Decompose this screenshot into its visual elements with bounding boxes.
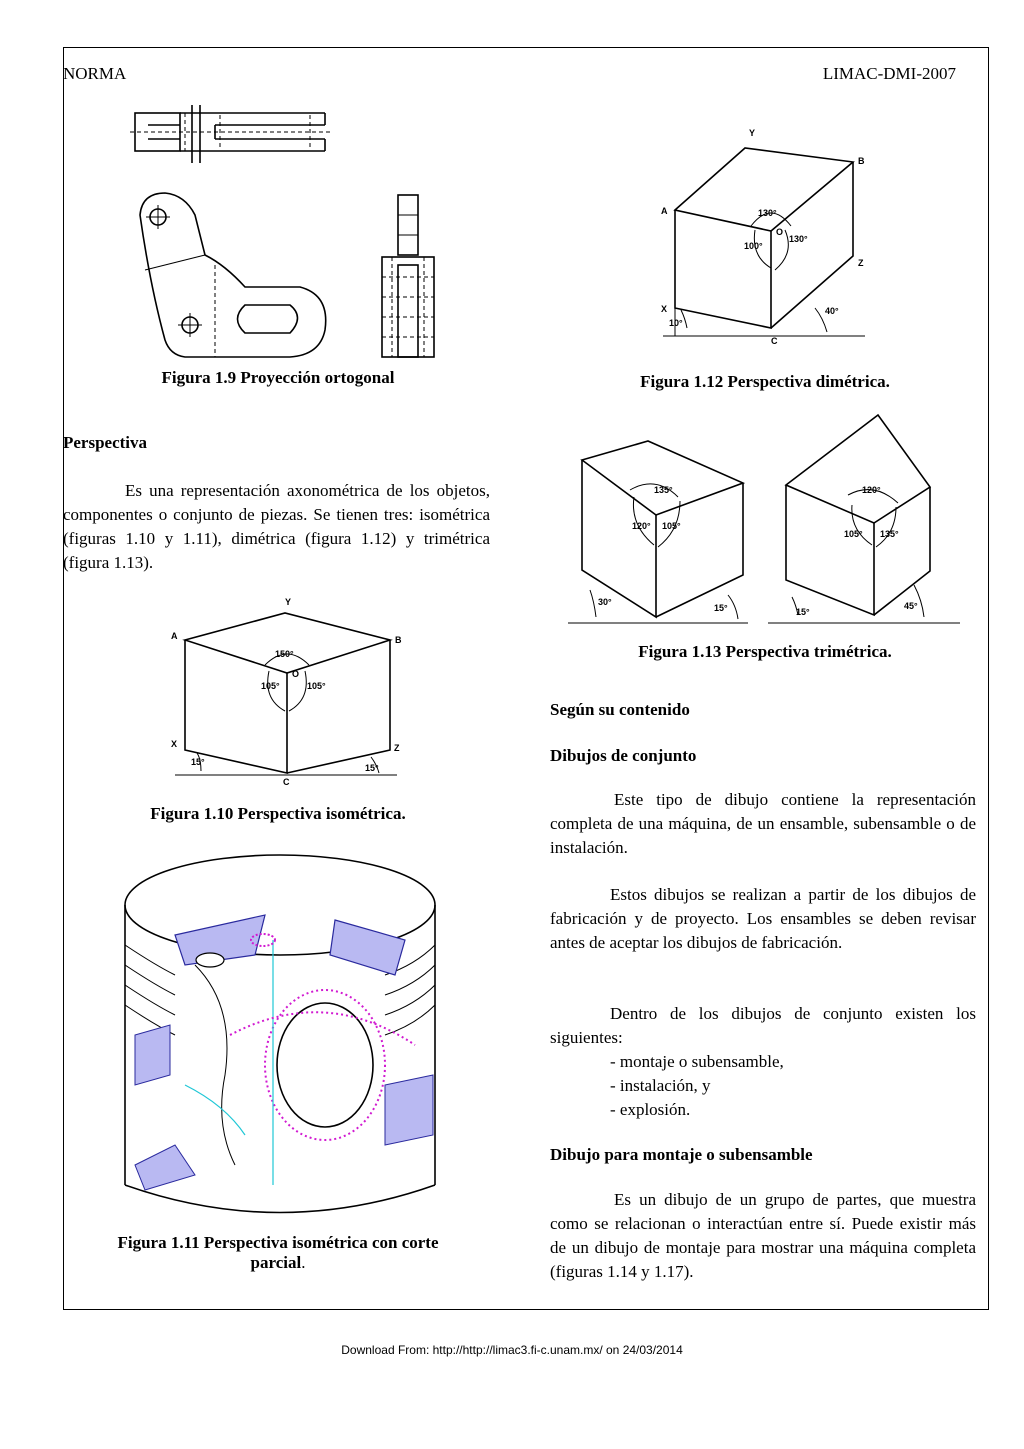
- heading-dibujos-conjunto: Dibujos de conjunto: [550, 746, 697, 765]
- paragraph-montaje: Es un dibujo de un grupo de partes, que muestra como se relacionan o interactúan entre sí. Puede existir más de un dibujo de montaje para mostrar una máquina completa (figuras 1.14 y 1.17).: [550, 1190, 976, 1281]
- figure-1-11-caption-line1: Figura 1.11 Perspectiva isométrica con corte: [117, 1233, 439, 1252]
- dim-label-o: O: [776, 227, 784, 237]
- iso-label-c: C: [283, 777, 290, 787]
- header-right: LIMAC-DMI-2007: [822, 64, 956, 83]
- paragraph-conjunto-3: Dentro de los dibujos de conjunto existen los siguientes:: [550, 1004, 976, 1047]
- dim-label-c: C: [771, 336, 778, 346]
- tri1-angle-top: 135°: [654, 485, 673, 495]
- isometric-cube-drawing: [165, 595, 405, 790]
- trimetric-cubes-drawing: [568, 405, 963, 630]
- orthographic-drawing: [130, 105, 450, 365]
- dim-label-x: X: [661, 304, 668, 314]
- iso-angle-left: 105°: [261, 681, 280, 691]
- download-footer: Download From: http://http://limac3.fi-c.unam.mx/ on 24/03/2014: [341, 1343, 683, 1357]
- dim-label-y: Y: [749, 128, 756, 138]
- iso-label-o: O: [292, 669, 300, 679]
- figure-1-13-caption: Figura 1.13 Perspectiva trimétrica.: [638, 642, 892, 661]
- paragraph-conjunto-2: Estos dibujos se realizan a partir de los dibujos de fabricación y de proyecto. Los ensambles se deben revisar antes de aceptar los dibujos de fabricación.: [550, 885, 976, 952]
- iso-base-right: 15°: [365, 763, 379, 773]
- piston-cutaway-drawing: [115, 845, 445, 1225]
- tri1-angle-left: 120°: [632, 521, 651, 531]
- dimetric-cube-drawing: [655, 128, 880, 348]
- figure-1-12-caption: Figura 1.12 Perspectiva dimétrica.: [640, 372, 890, 391]
- dim-label-a: A: [661, 206, 668, 216]
- dim-angle-right: 130°: [789, 234, 808, 244]
- heading-segun-contenido: Según su contenido: [550, 700, 690, 719]
- tri2-angle-top: 120°: [862, 485, 881, 495]
- dim-label-z: Z: [858, 258, 864, 268]
- paragraph-perspectiva: Es una representación axonométrica de los objetos, componentes o conjunto de piezas. Se tienen tres: isométrica (figuras 1.10 y 1.11), dimétrica (figura 1.12) y trimétrica (figura 1.13).: [63, 481, 490, 572]
- list-item: - montaje o subensamble,: [610, 1052, 784, 1071]
- iso-label-a: A: [171, 631, 178, 641]
- tri2-angle-left: 105°: [844, 529, 863, 539]
- tri2-angle-right: 135°: [880, 529, 899, 539]
- figure-1-11-caption-line2-text: parcial: [250, 1253, 302, 1272]
- header-left: NORMA: [63, 64, 127, 83]
- dim-label-b: B: [858, 156, 865, 166]
- list-item: - explosión.: [610, 1100, 691, 1119]
- list-item: - instalación, y: [610, 1076, 711, 1095]
- conjunto-list: [610, 1050, 784, 1122]
- dim-base-right: 40°: [825, 306, 839, 316]
- iso-label-x: X: [171, 739, 178, 749]
- tri1-angle-right: 105°: [662, 521, 681, 531]
- iso-label-y: Y: [285, 597, 292, 607]
- figure-1-10-caption: Figura 1.10 Perspectiva isométrica.: [150, 804, 406, 823]
- figure-1-11-caption-line2: [63, 1253, 493, 1273]
- tri2-base-left: 15°: [796, 607, 810, 617]
- iso-base-left: 15°: [191, 757, 205, 767]
- tri1-base-right: 15°: [714, 603, 728, 613]
- dim-base-left: 10°: [669, 318, 683, 328]
- figure-1-9-caption: Figura 1.9 Proyección ortogonal: [161, 368, 395, 387]
- paragraph-conjunto-1: Este tipo de dibujo contiene la representación completa de una máquina, de un ensamble, subensamble o de instalación.: [550, 790, 976, 857]
- iso-label-z: Z: [394, 743, 400, 753]
- iso-angle-right: 105°: [307, 681, 326, 691]
- dim-angle-top: 130°: [758, 208, 777, 218]
- dim-angle-left: 100°: [744, 241, 763, 251]
- figure-1-11-caption-period: .: [301, 1253, 306, 1272]
- tri2-base-right: 45°: [904, 601, 918, 611]
- iso-label-b: B: [395, 635, 402, 645]
- heading-perspectiva: Perspectiva: [63, 433, 148, 452]
- heading-montaje: Dibujo para montaje o subensamble: [550, 1145, 813, 1164]
- iso-angle-top: 150°: [275, 649, 294, 659]
- tri1-base-left: 30°: [598, 597, 612, 607]
- figure-1-11-caption: [63, 1233, 493, 1273]
